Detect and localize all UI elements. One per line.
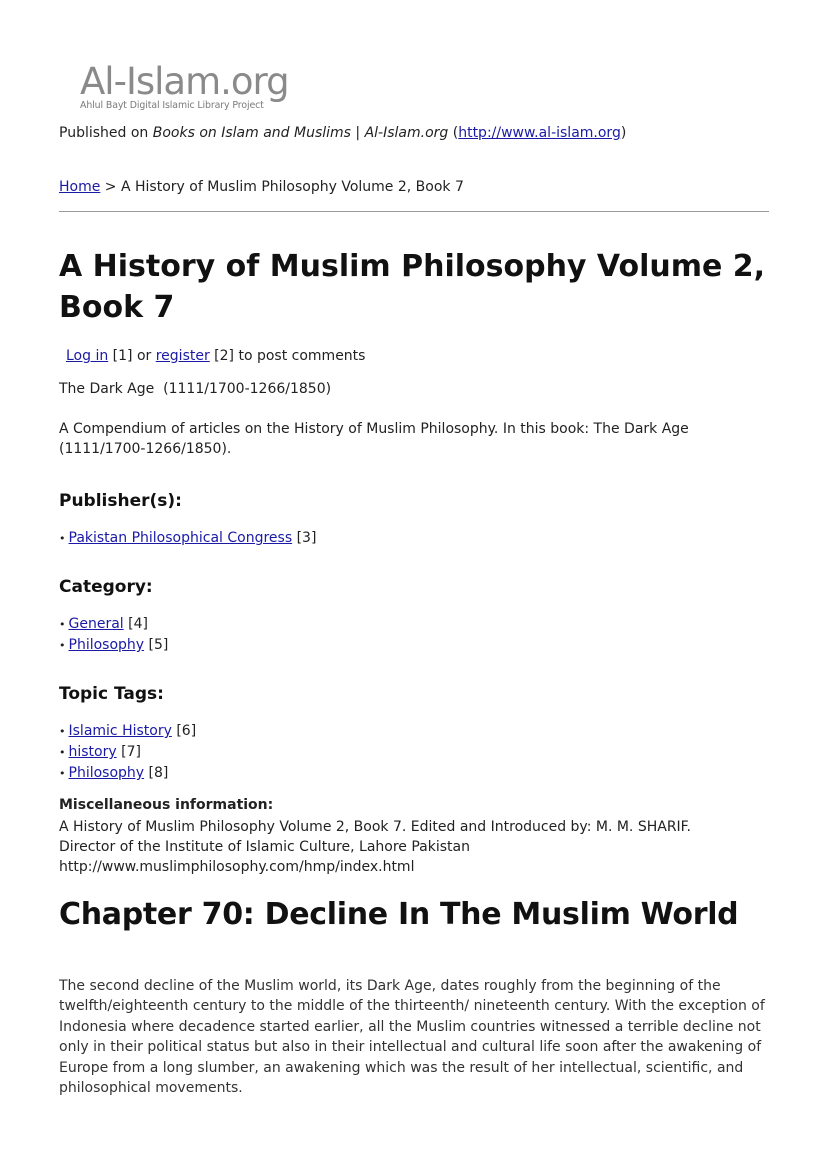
- category-ref: [4]: [123, 616, 148, 632]
- published-site: Books on Islam and Muslims | Al-Islam.org: [152, 125, 449, 141]
- misc-heading: Miscellaneous information:: [59, 797, 274, 813]
- list-item: [59, 614, 168, 635]
- list-item: [59, 763, 196, 784]
- category-link-general[interactable]: General: [68, 616, 124, 632]
- category-link-philosophy[interactable]: Philosophy: [68, 637, 145, 653]
- breadcrumb-separator: >: [100, 179, 121, 195]
- publishers-heading: Publisher(s):: [59, 491, 182, 511]
- published-close-paren: ): [620, 125, 627, 141]
- tag-ref: [8]: [144, 765, 169, 781]
- register-link[interactable]: register: [155, 348, 210, 364]
- list-item: [59, 742, 196, 763]
- breadcrumb: [59, 179, 464, 195]
- login-link[interactable]: Log in: [66, 348, 109, 364]
- register-ref: [2] to post comments: [209, 348, 366, 364]
- tag-ref: [6]: [171, 723, 197, 739]
- site-url-link[interactable]: http://www.al-islam.org: [458, 125, 621, 141]
- site-logo[interactable]: [80, 62, 320, 114]
- publishers-list: [59, 528, 316, 549]
- book-subtitle: The Dark Age (1111/1700-1266/1850): [59, 381, 332, 397]
- login-ref: [1] or: [108, 348, 156, 364]
- chapter-paragraph: The second decline of the Muslim world, its Dark Age, dates roughly from the beginning of the twelfth/eighteenth century to the middle of the thirteenth/ nineteenth century. With the exception of Indonesia where decadence started earlier, all the Muslim countries witnessed a terrible decline not only in their political status but also in their intellectual and cultural life soon after the awakening of Europe from a long slumber, an awakening which was the result of her intellectual, scientific, and philosophical movements.: [59, 978, 765, 1097]
- tag-link-islamic-history[interactable]: Islamic History: [68, 723, 172, 739]
- misc-info: [59, 817, 769, 877]
- published-prefix: Published on: [59, 125, 153, 141]
- topic-tags-list: [59, 721, 196, 784]
- tag-ref: [7]: [116, 744, 141, 760]
- list-item: [59, 721, 196, 742]
- publisher-link[interactable]: Pakistan Philosophical Congress: [68, 530, 293, 546]
- category-list: [59, 614, 168, 656]
- header-divider: [59, 211, 769, 212]
- page-title: A History of Muslim Philosophy Volume 2, Book 7: [59, 249, 766, 325]
- misc-line: A History of Muslim Philosophy Volume 2, Book 7. Edited and Introduced by: M. M. SHARIF.: [59, 819, 691, 835]
- publisher-ref: [3]: [292, 530, 317, 546]
- published-open-paren: (: [448, 125, 459, 141]
- logo-wordmark: Al-Islam.org: [80, 60, 289, 103]
- chapter-title: Chapter 70: Decline In The Muslim World: [59, 897, 739, 932]
- logo-tagline: Ahlul Bayt Digital Islamic Library Project: [80, 100, 264, 111]
- misc-url: http://www.muslimphilosophy.com/hmp/index.html: [59, 859, 415, 875]
- comment-links: [66, 348, 365, 364]
- breadcrumb-current: A History of Muslim Philosophy Volume 2, Book 7: [120, 179, 464, 195]
- list-item: [59, 528, 316, 549]
- tag-link-philosophy[interactable]: Philosophy: [68, 765, 145, 781]
- breadcrumb-home-link[interactable]: Home: [59, 179, 101, 195]
- list-item: [59, 635, 168, 656]
- category-ref: [5]: [144, 637, 169, 653]
- misc-line: Director of the Institute of Islamic Culture, Lahore Pakistan: [59, 839, 470, 855]
- book-description: A Compendium of articles on the History of Muslim Philosophy. In this book: The Dark Age (1111/1700-1266/1850).: [59, 421, 689, 457]
- tag-link-history[interactable]: history: [68, 744, 117, 760]
- published-line: [59, 125, 626, 141]
- category-heading: Category:: [59, 577, 153, 597]
- topic-tags-heading: Topic Tags:: [59, 684, 164, 704]
